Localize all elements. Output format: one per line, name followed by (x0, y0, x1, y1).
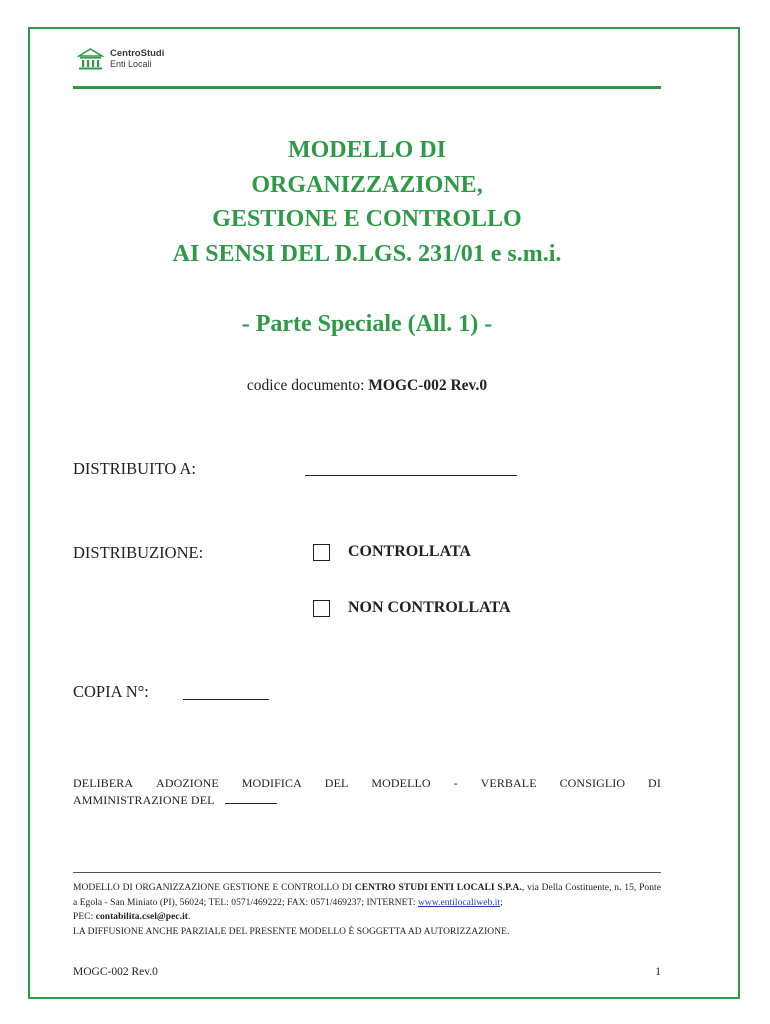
logo (77, 48, 164, 70)
document-subtitle: - Parte Speciale (All. 1) - (241, 311, 493, 337)
controllata-label: CONTROLLATA (348, 543, 471, 560)
delibera-word: MODIFICA (241, 776, 302, 790)
logo-text (110, 49, 164, 69)
delibera-line-2-text: AMMINISTRAZIONE DEL (73, 793, 215, 807)
footer-punct: . (188, 912, 191, 922)
pec-value: contabilita.csel@pec.it (95, 912, 188, 922)
footer-company-info (73, 881, 661, 910)
footer-punct: ; (500, 897, 503, 908)
footer-prefix: MODELLO DI ORGANIZZAZIONE GESTIONE E CONTROLLO DI (73, 883, 355, 893)
delibera-word: DELIBERA (73, 776, 134, 790)
delibera-word: VERBALE (480, 776, 537, 790)
delibera-date-field[interactable] (225, 791, 277, 804)
document-title (73, 133, 661, 271)
document-code-label: codice documento: (246, 377, 369, 394)
document-code-value: MOGC-002 Rev.0 (368, 377, 488, 394)
footer-info (73, 881, 661, 939)
footer-divider (73, 872, 661, 873)
header-divider (73, 86, 661, 89)
footer-company: CENTRO STUDI ENTI LOCALI S.P.A. (354, 883, 522, 893)
delibera-word: DEL (324, 776, 349, 790)
footer-notice: LA DIFFUSIONE ANCHE PARZIALE DEL PRESENTE MODELLO È SOGGETTA AD AUTORIZZAZIONE. (73, 926, 510, 937)
document-code (73, 377, 661, 395)
copia-field[interactable] (183, 681, 269, 700)
delibera-word: DI (648, 776, 661, 790)
building-columns-icon (77, 48, 104, 70)
delibera-block (73, 775, 661, 808)
title-line-4: AI SENSI DEL D.LGS. 231/01 e s.m.i. (172, 240, 562, 267)
footer-address: , via Della Costituente, n. 15, Ponte a Egola - San Miniato (PI), 56024; TEL: 0571/469222; FAX: 0571/469237; INTERNET: (73, 883, 661, 908)
non-controllata-label: NON CONTROLLATA (348, 599, 511, 616)
non-controllata-checkbox[interactable] (313, 600, 330, 617)
distribuito-field[interactable] (305, 457, 517, 476)
delibera-word: MODELLO (371, 776, 431, 790)
website-link[interactable]: www.entilocaliweb.it (417, 897, 501, 908)
pec-label: PEC: (73, 912, 96, 922)
title-line-1: MODELLO DI (287, 137, 446, 163)
delibera-word: CONSIGLIO (559, 776, 626, 790)
title-line-2: ORGANIZZAZIONE, (251, 171, 483, 198)
logo-subname: Enti Locali (110, 59, 152, 69)
page-doc-ref: MOGC-002 Rev.0 (73, 966, 158, 978)
title-line-3: GESTIONE E CONTROLLO (212, 206, 522, 232)
page-number: 1 (655, 966, 661, 978)
delibera-line-2 (73, 791, 661, 808)
distribuito-label: DISTRIBUITO A: (73, 459, 196, 478)
delibera-line-1 (73, 775, 661, 791)
logo-name: CentroStudi (110, 48, 165, 59)
distribuzione-label: DISTRIBUZIONE: (73, 543, 204, 562)
controllata-checkbox[interactable] (313, 544, 330, 561)
footer-pec (73, 910, 661, 925)
delibera-word: ADOZIONE (156, 776, 219, 790)
delibera-word: - (453, 776, 458, 790)
copia-label: COPIA N°: (73, 682, 149, 701)
